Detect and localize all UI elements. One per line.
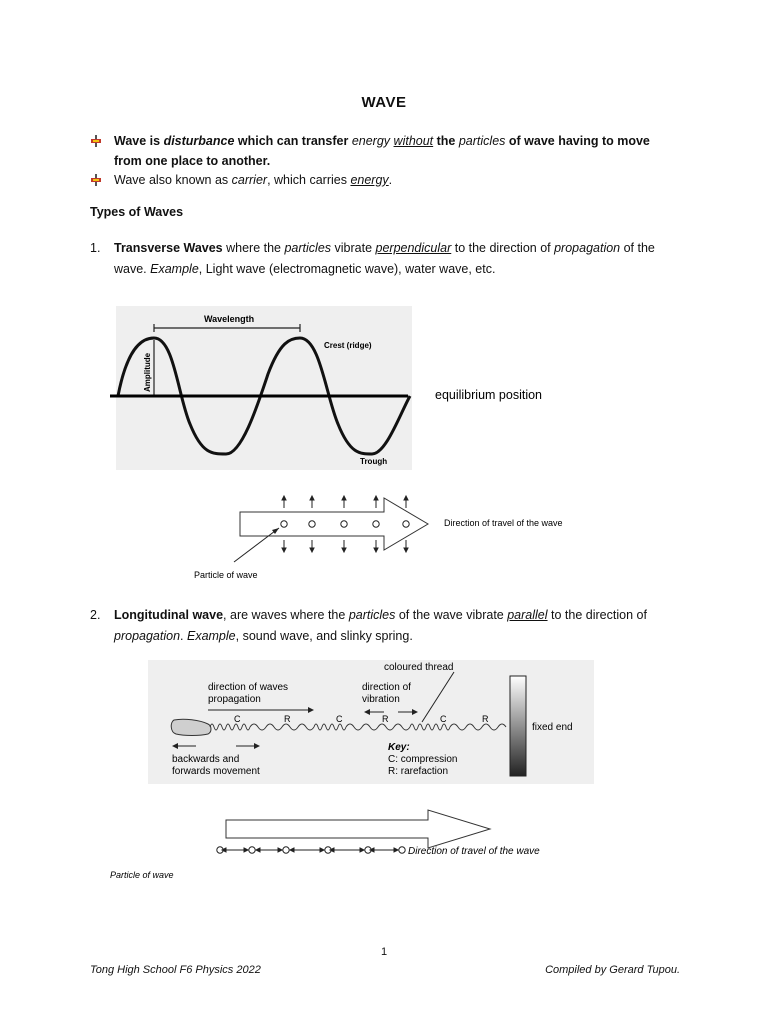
wavelength-label: Wavelength [204, 314, 255, 324]
rarefaction-label: R [284, 714, 291, 724]
particle-label: Particle of wave [110, 870, 174, 880]
transverse-wave-diagram [108, 304, 578, 472]
bullet-text-2: Wave also known as carrier, which carries energy. [114, 173, 393, 187]
footer-right: Compiled by Gerard Tupou. [545, 964, 680, 976]
propagation-label-1: direction of waves [208, 682, 289, 693]
numbered-item-1 [90, 238, 680, 280]
trough-label: Trough [360, 457, 388, 466]
amplitude-label: Amplitude [143, 352, 152, 392]
transverse-direction-diagram [186, 494, 586, 586]
vibration-label-2: vibration [362, 694, 400, 705]
compression-label: C [440, 714, 447, 724]
crest-label: Crest (ridge) [324, 341, 372, 350]
vibration-arrows [222, 848, 398, 852]
bullet-icon [90, 135, 102, 147]
compression-label: C [336, 714, 343, 724]
item-number: 1. [90, 241, 101, 255]
propagation-label-2: propagation [208, 694, 261, 705]
compression-label: C [234, 714, 241, 724]
direction-label: Direction of travel of the wave [444, 518, 563, 528]
direction-arrow [226, 810, 490, 848]
section-heading: Types of Waves [90, 205, 184, 219]
fixed-end-label: fixed end [532, 722, 573, 733]
movement-label-2: forwards movement [172, 766, 260, 777]
bullet-text-1: Wave is disturbance which can transfer energy without the particles of wave having to move from one place to another. [114, 134, 650, 168]
key-title: Key: [388, 742, 410, 753]
direction-arrow [240, 498, 428, 550]
bullet-item-1 [90, 131, 680, 171]
item-number: 2. [90, 608, 101, 622]
numbered-item-2 [90, 605, 680, 647]
particle-label: Particle of wave [194, 570, 258, 580]
longitudinal-direction-diagram [104, 808, 584, 888]
vibration-label-1: direction of [362, 682, 411, 693]
rarefaction-label: R [482, 714, 489, 724]
footer-left: Tong High School F6 Physics 2022 [90, 964, 261, 976]
page-number: 1 [380, 946, 388, 958]
direction-label: Direction of travel of the wave [408, 846, 540, 857]
particle-group [281, 521, 409, 527]
bullet-item-2 [90, 170, 680, 190]
particle-pointer [234, 528, 279, 562]
key-compression: C: compression [388, 754, 458, 765]
page-title: WAVE [361, 94, 407, 111]
equilibrium-label: equilibrium position [435, 388, 543, 402]
item-text-2: Longitudinal wave, are waves where the particles of the wave vibrate parallel to the direction of propagation. Example, sound wave, and slinky spring. [114, 608, 647, 643]
rarefaction-label: R [382, 714, 389, 724]
bullet-icon [90, 174, 102, 186]
key-rarefaction: R: rarefaction [388, 766, 449, 777]
movement-label-1: backwards and [172, 754, 240, 765]
item-text-1: Transverse Waves where the particles vibrate perpendicular to the direction of propagation of the wave. Example, Light wave (electromagnetic wave), water wave, etc. [114, 241, 655, 276]
longitudinal-wave-diagram [148, 656, 594, 786]
coloured-thread-label: coloured thread [384, 662, 454, 673]
fixed-end-wall [510, 676, 526, 776]
